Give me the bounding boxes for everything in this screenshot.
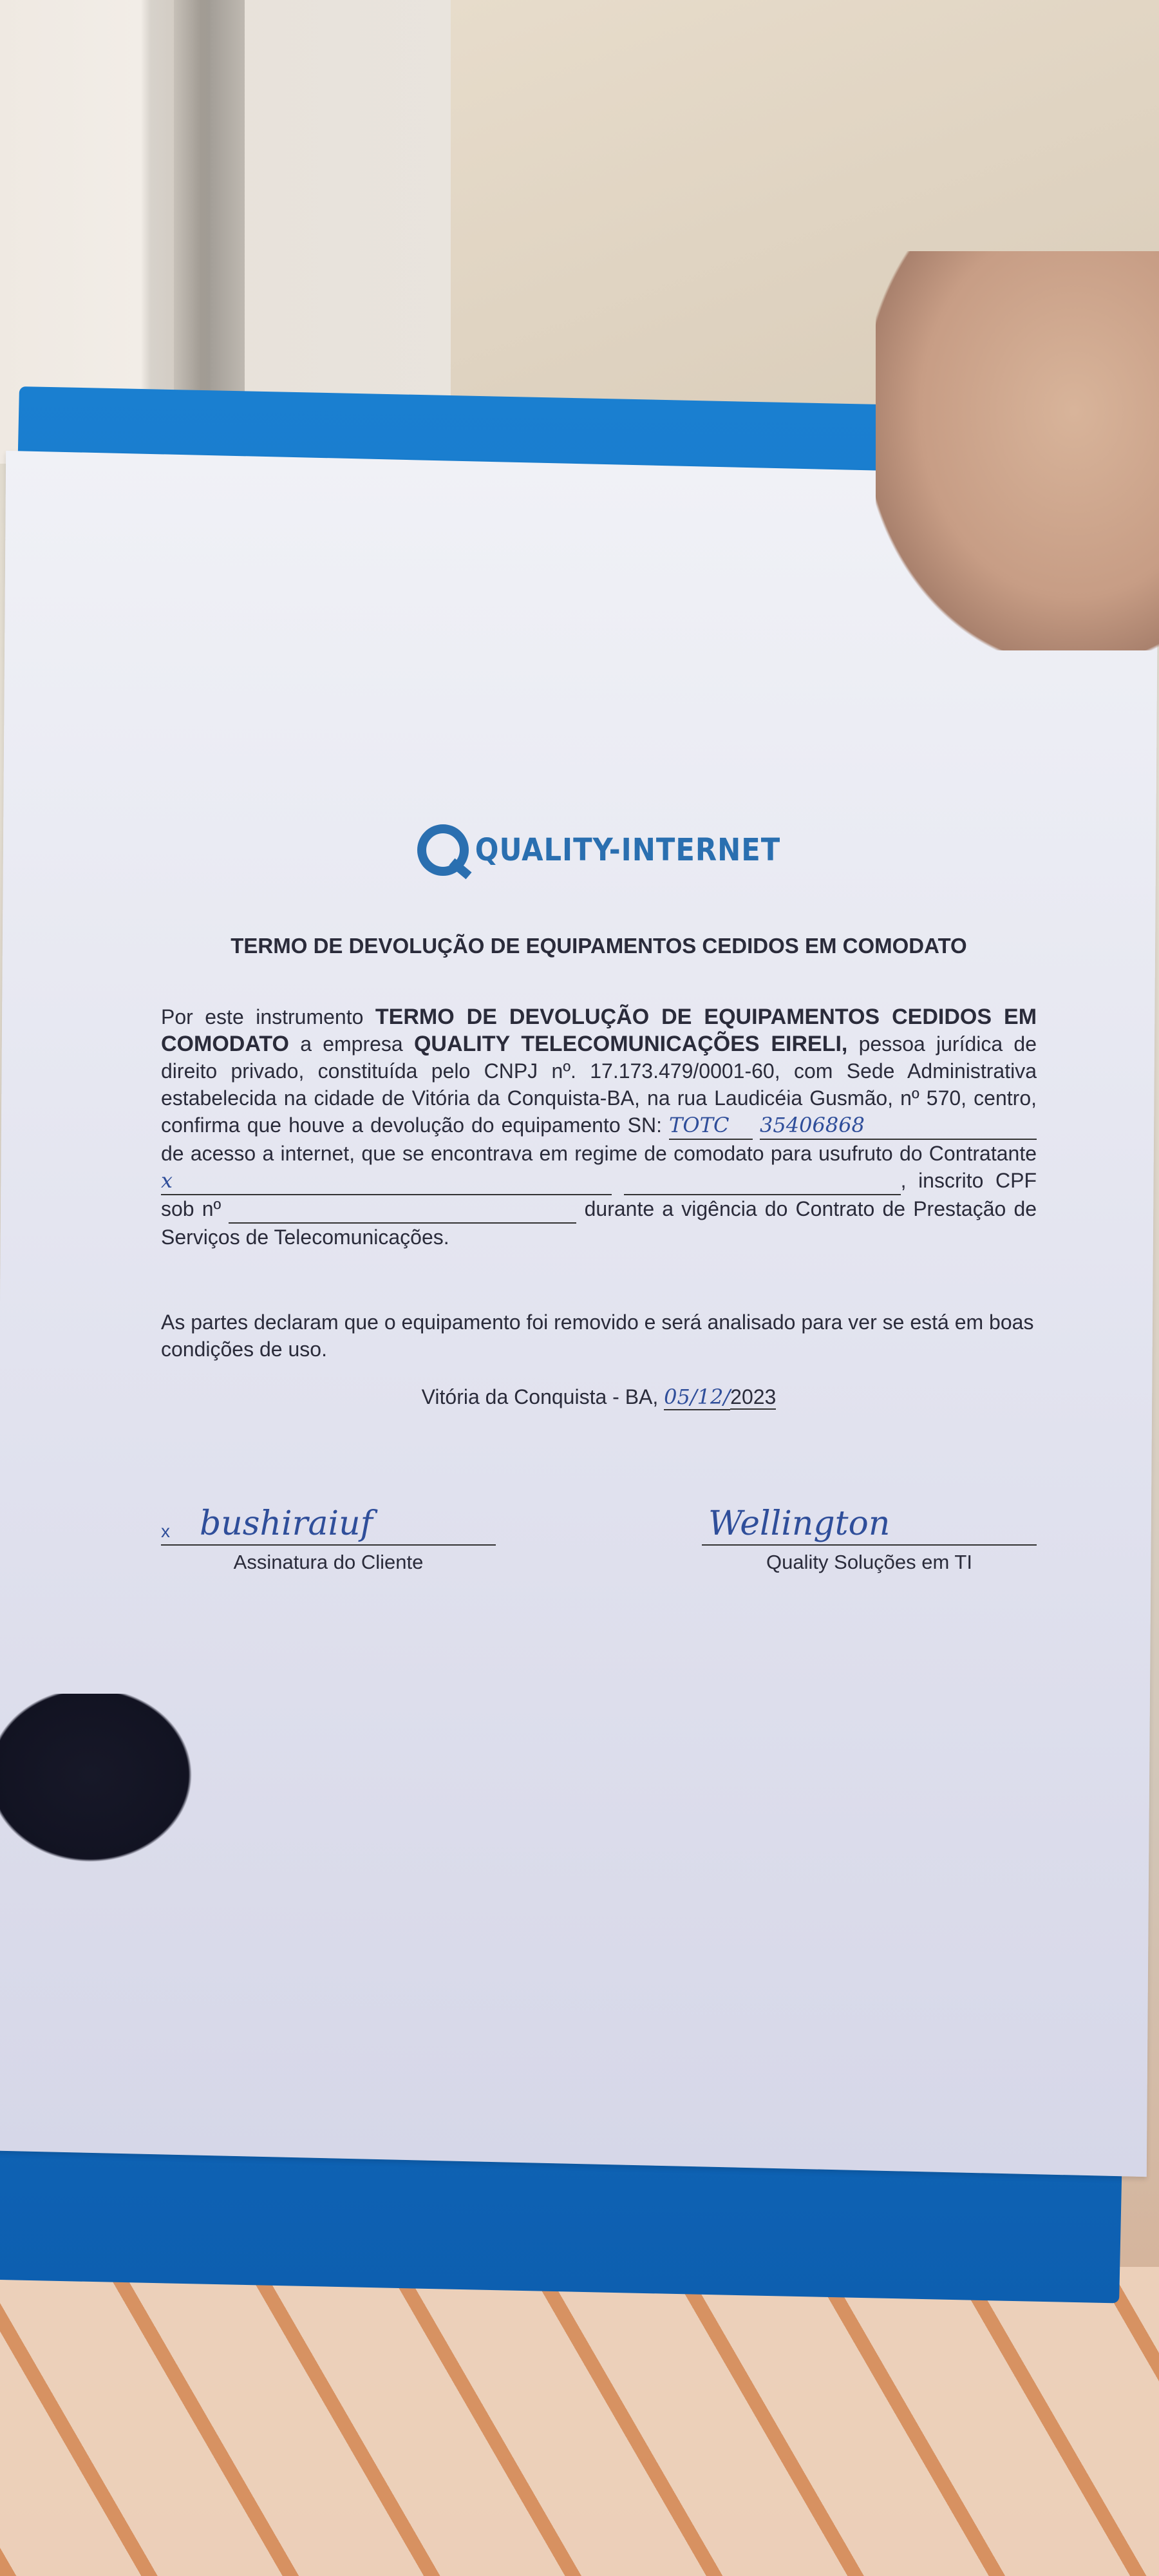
client-signature-caption: Assinatura do Cliente: [233, 1551, 424, 1573]
place-text: Vitória da Conquista - BA,: [421, 1385, 659, 1408]
p1-body: pessoa jurídica de direito privado, constituída pelo CNPJ nº. 17.173.479/0001-60, com Sede Administrativa estabelecida na cidade de Vitória da Conquista-BA, na rua Laudicéia Gusmão, nº 570, centro, confirma que houve a devolução do equipamento SN:: [161, 1032, 1037, 1137]
company-signature: [702, 1506, 1037, 1574]
p1-mid: a empresa: [300, 1032, 403, 1056]
holding-hand: [876, 251, 1159, 650]
contratante-field-2: [624, 1167, 901, 1195]
signature-area: [161, 1506, 1037, 1574]
pillar-shadow: [174, 0, 245, 419]
p1-cpf: , inscrito CPF sob nº: [161, 1169, 1037, 1220]
client-signature-scrawl: bushiraiuf: [200, 1504, 373, 1543]
company-signature-line: [702, 1506, 1037, 1546]
client-signature: [161, 1506, 496, 1574]
document-title: TERMO DE DEVOLUÇÃO DE EQUIPAMENTOS CEDIDOS EM COMODATO: [231, 934, 967, 958]
p1-intro: Por este instrumento: [161, 1005, 364, 1028]
p1-after-sn: de acesso a internet, que se encontrava em regime de comodato para usufruto do Contratante: [161, 1142, 1037, 1165]
p1-end: durante a vigência do Contrato de Prestação de Serviços de Telecomunicações.: [161, 1197, 1037, 1249]
company-logo: [161, 824, 1037, 876]
paragraph-declaration: As partes declaram que o equipamento foi removido e será analisado para ver se está em boas condições de uso.: [161, 1311, 1034, 1361]
client-signature-line: [161, 1506, 496, 1546]
gloved-thumb: [0, 1694, 206, 1874]
cpf-field: [229, 1195, 576, 1224]
contratante-field: x: [161, 1167, 612, 1195]
floor-tiles: [0, 2267, 1159, 2576]
date-handwritten: 05/12/: [664, 1385, 731, 1409]
paragraph-main: [161, 1003, 1037, 1251]
p1-bold-title: TERMO DE DEVOLUÇÃO DE EQUIPAMENTOS CEDIDOS EM COMODATO: [161, 1005, 1037, 1056]
place-date: [161, 1385, 1037, 1409]
company-signature-scrawl: Wellington: [708, 1504, 890, 1543]
logo-q-icon: [417, 824, 469, 876]
client-x-mark: x: [161, 1521, 170, 1541]
serial-field-2: 35406868: [760, 1112, 1037, 1140]
document-content: [161, 824, 1037, 1574]
logo-text: QUALITY-INTERNET: [475, 832, 781, 868]
company-signature-caption: Quality Soluções em TI: [766, 1551, 972, 1573]
date-year: 2023: [730, 1385, 777, 1408]
serial-field-1: TOTC: [669, 1112, 753, 1140]
p1-company: QUALITY TELECOMUNICAÇÕES EIRELI,: [413, 1032, 848, 1056]
